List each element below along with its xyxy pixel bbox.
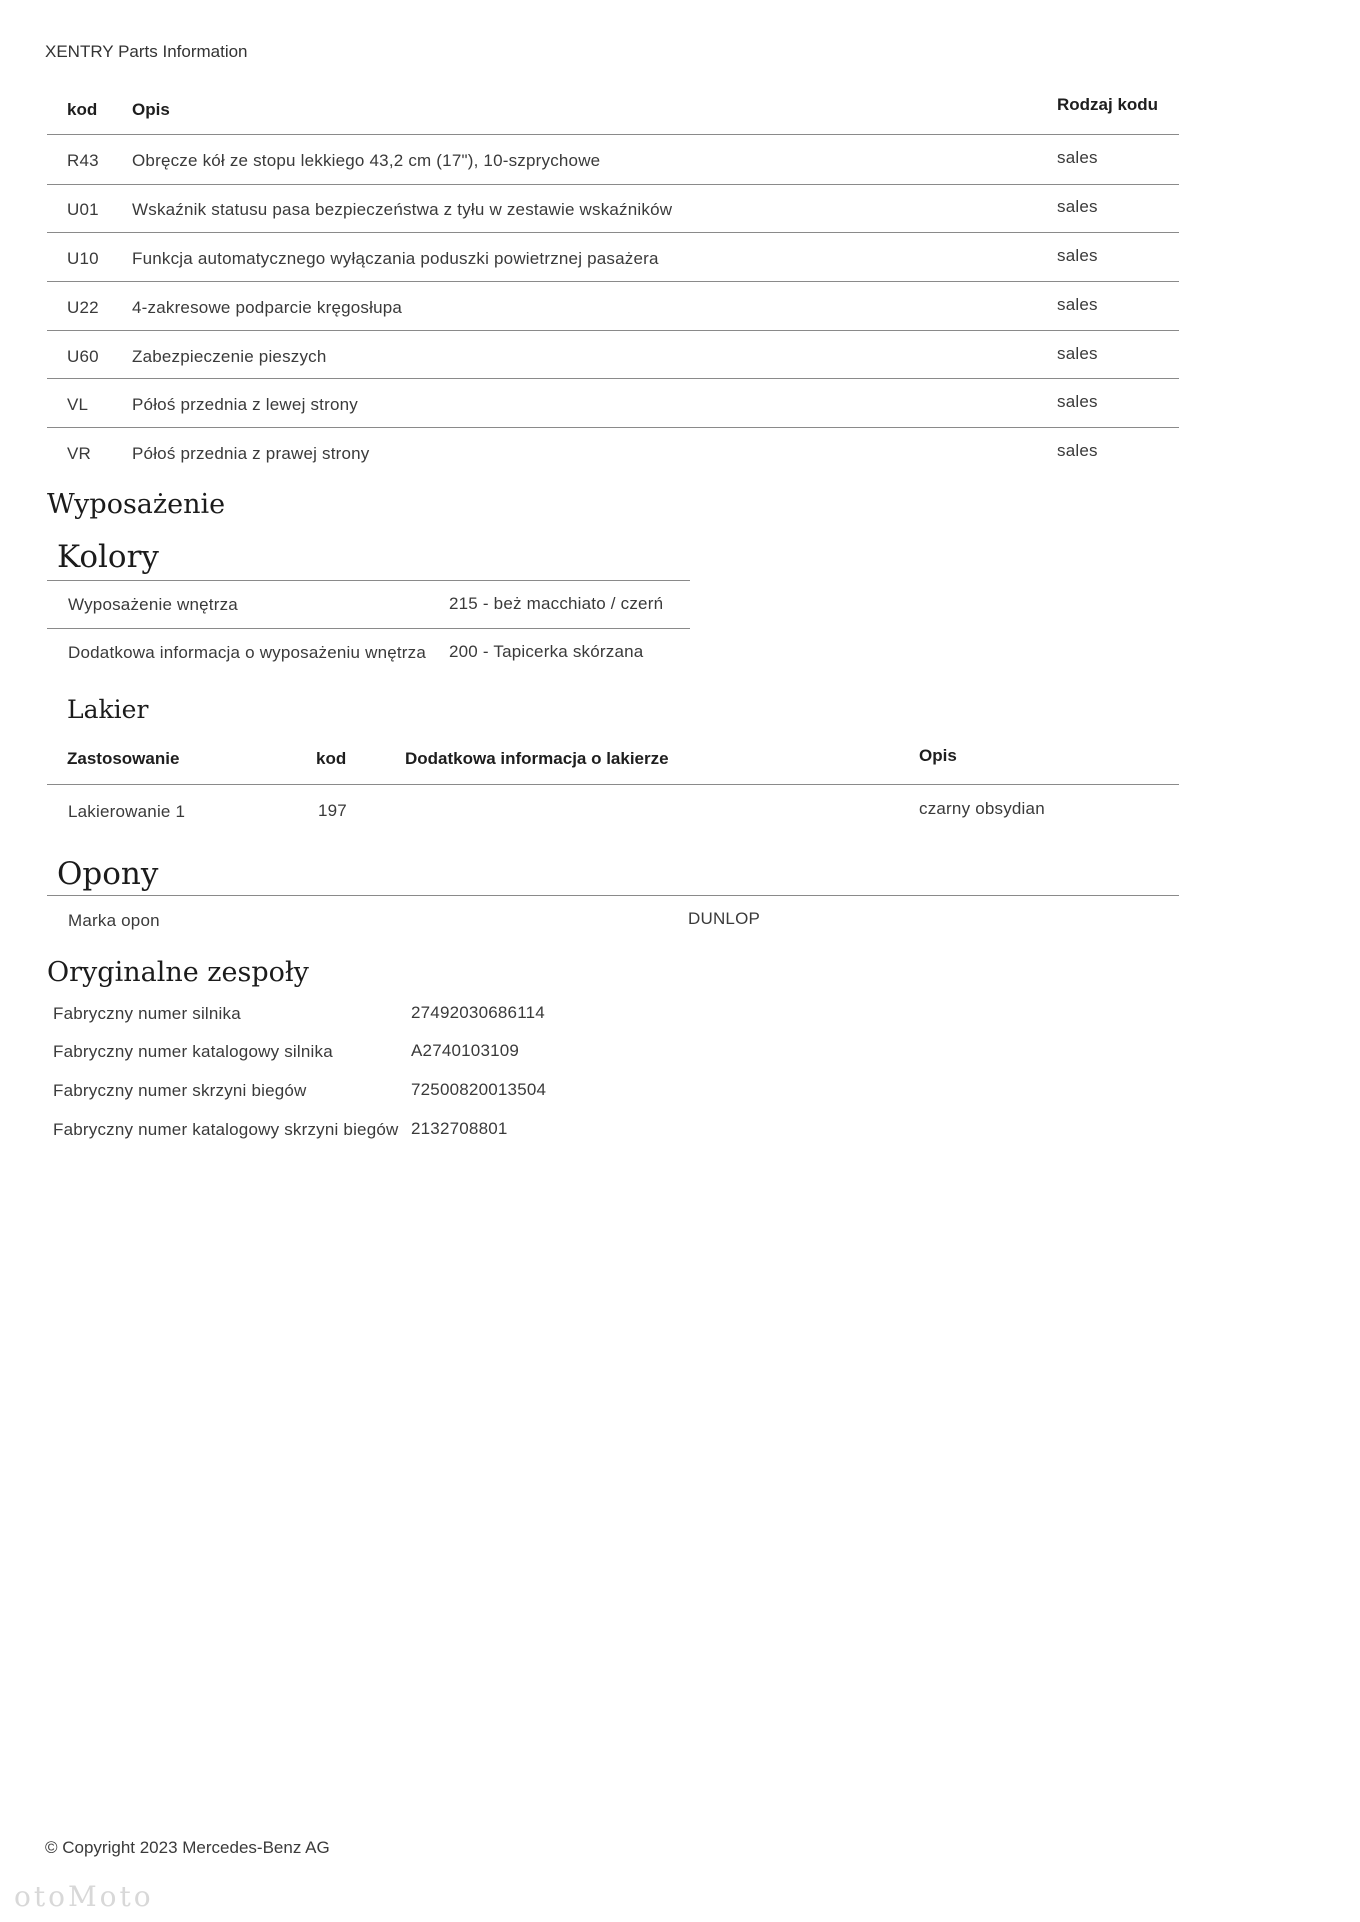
- section-title-tyres: Opony: [57, 856, 159, 892]
- section-title-equipment: Wyposażenie: [47, 489, 226, 520]
- col-header-rodzaj-kodu: Rodzaj kodu: [1057, 95, 1159, 114]
- table-divider: [47, 784, 1179, 785]
- section-title-paint: Lakier: [67, 695, 149, 724]
- cell-rodzaj: sales: [1057, 197, 1098, 216]
- cell-kod: U60: [67, 347, 99, 366]
- tyres-value: DUNLOP: [688, 909, 761, 928]
- colors-label: Dodatkowa informacja o wyposażeniu wnętrza: [68, 643, 427, 662]
- unit-label: Fabryczny numer skrzyni biegów: [53, 1081, 307, 1100]
- cell-rodzaj: sales: [1057, 392, 1098, 411]
- cell-opis: Funkcja automatycznego wyłączania poduszki powietrznej pasażera: [132, 249, 659, 268]
- tyres-divider: [47, 895, 1179, 896]
- table-divider: [47, 134, 1179, 135]
- unit-value: 27492030686114: [411, 1003, 545, 1022]
- watermark-logo: otoMoto: [14, 1880, 154, 1913]
- cell-rodzaj: sales: [1057, 148, 1098, 167]
- cell-kod: U22: [67, 298, 99, 317]
- unit-value: A2740103109: [411, 1041, 520, 1060]
- tyres-label: Marka opon: [68, 911, 160, 930]
- unit-label: Fabryczny numer silnika: [53, 1004, 241, 1023]
- colors-divider: [47, 628, 690, 629]
- cell-rodzaj: sales: [1057, 295, 1098, 314]
- col-header-opis: Opis: [132, 100, 170, 119]
- unit-label: Fabryczny numer katalogowy silnika: [53, 1042, 333, 1061]
- col-header-kod: kod: [67, 100, 98, 119]
- section-title-colors: Kolory: [57, 539, 159, 575]
- cell-zastosowanie: Lakierowanie 1: [68, 802, 186, 821]
- table-divider: [47, 330, 1179, 331]
- cell-opis: Obręcze kół ze stopu lekkiego 43,2 cm (17"), 10-szprychowe: [132, 151, 601, 170]
- cell-opis: Zabezpieczenie pieszych: [132, 347, 327, 366]
- col-header-zastosowanie: Zastosowanie: [67, 749, 180, 768]
- colors-value: 200 - Tapicerka skórzana: [449, 642, 644, 661]
- cell-kod: 197: [318, 801, 347, 820]
- col-header-opis: Opis: [919, 746, 957, 765]
- table-divider: [47, 281, 1179, 282]
- col-header-kod: kod: [316, 749, 347, 768]
- table-divider: [47, 378, 1179, 379]
- colors-value: 215 - beż macchiato / czerń: [449, 594, 664, 613]
- cell-opis: Półoś przednia z lewej strony: [132, 395, 358, 414]
- cell-rodzaj: sales: [1057, 344, 1098, 363]
- table-divider: [47, 232, 1179, 233]
- cell-rodzaj: sales: [1057, 246, 1098, 265]
- col-header-dodatkowa-informacja: Dodatkowa informacja o lakierze: [405, 749, 669, 768]
- section-title-original-units: Oryginalne zespoły: [47, 957, 309, 988]
- unit-value: 2132708801: [411, 1119, 508, 1138]
- cell-opis: Półoś przednia z prawej strony: [132, 444, 370, 463]
- table-divider: [47, 427, 1179, 428]
- colors-divider: [47, 580, 690, 581]
- table-divider: [47, 184, 1179, 185]
- unit-label: Fabryczny numer katalogowy skrzyni biegów: [53, 1120, 399, 1139]
- cell-kod: U01: [67, 200, 99, 219]
- cell-opis: czarny obsydian: [919, 799, 1045, 818]
- colors-label: Wyposażenie wnętrza: [68, 595, 238, 614]
- unit-value: 72500820013504: [411, 1080, 547, 1099]
- cell-opis: 4-zakresowe podparcie kręgosłupa: [132, 298, 403, 317]
- cell-opis: Wskaźnik statusu pasa bezpieczeństwa z tyłu w zestawie wskaźników: [132, 200, 673, 219]
- cell-kod: U10: [67, 249, 99, 268]
- cell-kod: R43: [67, 151, 99, 170]
- cell-rodzaj: sales: [1057, 441, 1098, 460]
- cell-kod: VL: [67, 395, 89, 414]
- copyright-footer: © Copyright 2023 Mercedes-Benz AG: [45, 1838, 330, 1857]
- document-title: XENTRY Parts Information: [45, 42, 248, 61]
- cell-kod: VR: [67, 444, 92, 463]
